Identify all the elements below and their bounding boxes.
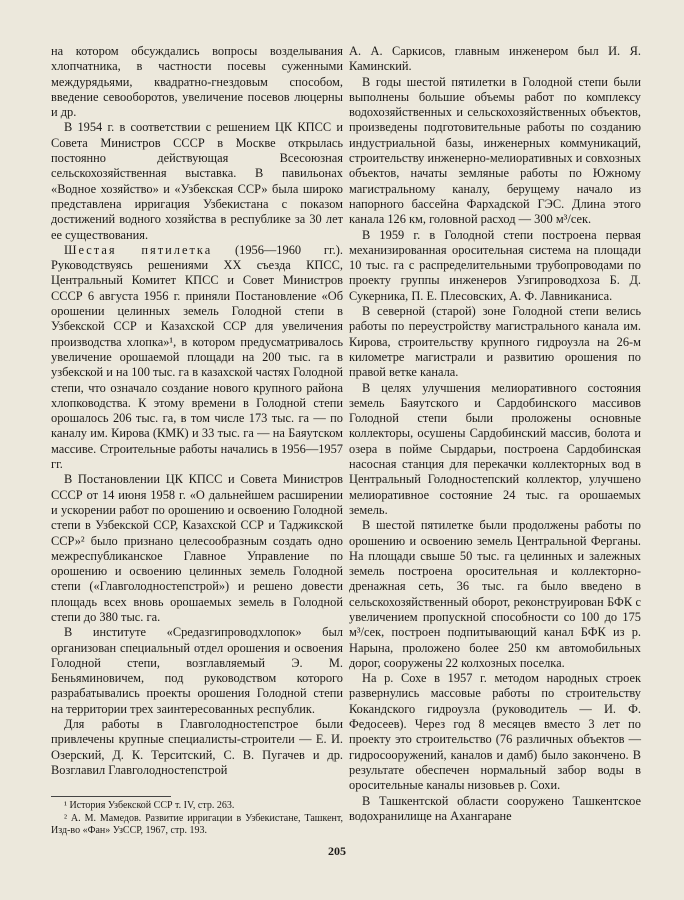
paragraph: В 1959 г. в Голодной степи построена первая механизированная оросительная система на площади 10 тыс. га с распределительными трубопроводами по проекту группы инженеров Узгипроводхоза Б. Д. Сукерника, П. Е. Плесовских, А. Ф. Лавниканиса. — [349, 227, 641, 303]
paragraph: В Постановлении ЦК КПСС и Совета Министров СССР от 14 июня 1958 г. «О дальнейшем расширении и ускорении работ по орошению и освоению Голодной степи в Узбекской ССР, Казахской ССР и Таджикской ССР»² было признано целесообразным создать одно межреспубликанское Главное Управление по орошению и освоению целинных земель Голодной степи («Главголодностепстрой») и решено довести площадь всех вновь орошаемых земель в Голодной степи до 380 тыс. га. — [51, 472, 343, 624]
paragraph: А. А. Саркисов, главным инженером был И. Я. Каминский. — [349, 44, 641, 74]
footnote: ² А. М. Мамедов. Развитие ирригации в Узбекистане, Ташкент, Изд-во «Фан» УзССР, 1967, стр. 193. — [51, 812, 343, 836]
paragraph: В 1954 г. в соответствии с решением ЦК КПСС и Совета Министров СССР в Москве открылась постоянно действующая Всесоюзная сельскохозяйственная выставка. В павильонах «Водное хозяйство» и «Узбекская ССР» была широко представлена ирригация Узбекистана с показом достижений водного хозяйства в республике за 30 лет ее существования. — [51, 120, 343, 242]
footnote: ¹ История Узбекской ССР т. IV, стр. 263. — [64, 800, 235, 811]
paragraph: В годы шестой пятилетки в Голодной степи были выполнены большие объемы работ по комплексу водохозяйственных и сельскохозяйственных объектов, произведены подготовительные работы по созданию индустриальной базы, инженерных коммуникаций, строительству инженерно-мелиоративных и совхозных объектов, начаты земляные работы по Южному магистральному каналу, берущему начало из напорного бассейна Фархадской ГЭС. Длина этого канала 126 км, головной расход — 300 м³/сек. — [349, 74, 642, 227]
paragraph-text: (1956—1960 гг.). Руководствуясь решениями XX съезда КПСС, Центральный Комитет КПСС и Совет Министров СССР 6 августа 1956 г. приняли Постановление «Об орошении целинных земель Голодной степи в Узбекской ССР и Казахской ССР для увеличения производства хлопка»¹, в котором предусматривалось увеличение орошаемой площади на 200 тыс. га в узбекской и на 100 тыс. га в казахской частях Голодной степи, что означало создание нового крупного района хлопководства. К этому времени в Голодной степи орошалось 206 тыс. га, в том числе 173 тыс. га — по каналу им. Кирова (КМК) и 33 тыс. га — на Баяутском массиве. Строительные работы начались в 1956—1957 гг. — [51, 242, 343, 472]
paragraph: В шестой пятилетке были продолжены работы по орошению и освоению земель Центральной Ферганы. На площади свыше 50 тыс. га целинных и залежных земель построена оросительная и коллекторно-дренажная сеть, 36 тыс. га было введено в сельскохозяйственный оборот, реконструирован БФК с увеличением пропускной способности со 100 до 175 м³/сек, построен подпитывающий канал БФК из р. Нарына, проложено более 250 км автомобильных дорог, сооружены 22 колхозных поселка. — [349, 518, 641, 670]
left-column — [51, 44, 343, 778]
paragraph — [51, 243, 343, 472]
paragraph: На р. Сохе в 1957 г. методом народных строек развернулись массовые работы по строительству Кокандского гидроузла (руководитель — И. Ф. Федосеев). Через год 8 месяцев вместо 3 лет по проекту это строительство (76 различных объектов — гидросооружений, каналов и дамб) было закончено. В результате обеспечен нормальный забор воды в оросительные каналы низовьев р. Сохи. — [349, 671, 641, 793]
section-heading: Шестая пятилетка — [64, 242, 213, 257]
paragraph: В институте «Средазгипроводхлопок» был организован специальный отдел орошения и освоения Голодной степи, возглавляемый Э. М. Беньяминовичем, под руководством которого разрабатывались проекты орошения Голодной степи на территории трех заинтересованных республик. — [51, 625, 343, 716]
page-number: 205 — [328, 844, 346, 858]
paragraph: В Ташкентской области сооружено Ташкентское водохранилище на Ахангаране — [349, 793, 641, 823]
footnotes — [51, 800, 343, 838]
paragraph: Для работы в Главголодностепстрое были привлечены крупные специалисты-строители — Е. И. Озерский, Д. К. Терситский, С. В. Пугачев и др. Возглавил Главголодностепстрой — [51, 717, 343, 777]
right-column — [349, 44, 641, 824]
footnote-divider — [51, 796, 171, 797]
paragraph: В целях улучшения мелиоративного состояния земель Баяутского и Сардобинского массивов Голодной степи были проложены основные коллекторы, осушены Сардобинский массив, болота и озера в пойме Сырдарьи, построена Сардобинская насосная станция для перекачки коллекторных вод в Центральный Голодностепский коллектор, улучшено мелиоративное состояние 24 тыс. га орошаемых земель. — [349, 380, 641, 517]
paragraph: В северной (старой) зоне Голодной степи велись работы по переустройству магистрального канала им. Кирова, строительству крупного гидроузла на 26-м километре магистрали и развитию орошения по правой ветке канала. — [349, 304, 641, 380]
paragraph: на котором обсуждались вопросы возделывания хлопчатника, в частности посевы суженными междурядьями, квадратно-гнездовым способом, введение севооборотов, увеличение посевов люцерны и др. — [51, 44, 343, 120]
